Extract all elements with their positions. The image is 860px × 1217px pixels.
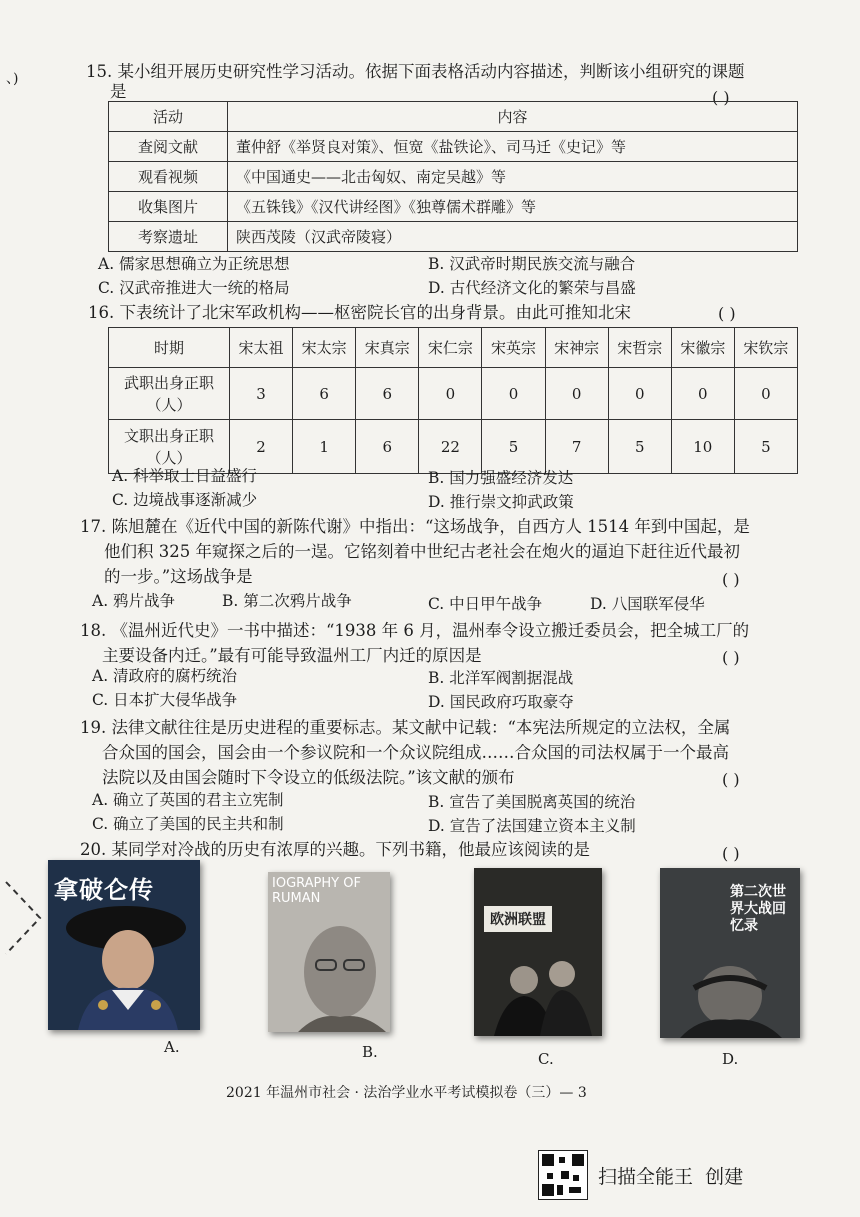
- table-cell: 《中国通史——北击匈奴、南定吴越》等: [228, 162, 798, 192]
- truman-portrait-icon: [268, 872, 390, 1032]
- table-header-row: [109, 102, 798, 132]
- table-cell: 查阅文献: [109, 132, 228, 162]
- table-header-cell: 活动: [109, 102, 228, 132]
- table-header-cell: 内容: [228, 102, 798, 132]
- q19-option-c[interactable]: C. 确立了美国的民主共和制: [92, 815, 284, 833]
- table-cell: 0: [419, 368, 482, 420]
- q15-option-c[interactable]: C. 汉武帝推进大一统的格局: [98, 279, 290, 297]
- table-cell: 6: [293, 368, 356, 420]
- q15-stem-line2: 是: [110, 82, 127, 101]
- q18-line1: 18. 《温州近代史》一书中描述：“1938 年 6 月，温州奉令设立搬迁委员会，把全城工厂的: [80, 621, 750, 640]
- q18-line2: 主要设备内迁。”最有可能导致温州工厂内迁的原因是: [102, 646, 482, 665]
- book-a-cover[interactable]: [48, 860, 200, 1030]
- q19-answer-paren[interactable]: ( ): [722, 770, 740, 789]
- q20-answer-paren[interactable]: ( ): [722, 844, 740, 863]
- q16-answer-paren[interactable]: ( ): [718, 304, 736, 323]
- table-cell: 0: [671, 368, 734, 420]
- book-d-cover[interactable]: [660, 868, 800, 1038]
- table-cell: 5: [482, 420, 545, 474]
- q19-line1: 19. 法律文献往往是历史进程的重要标志。某文献中记载：“本宪法所规定的立法权，全属: [80, 718, 731, 737]
- book-b-label: B.: [362, 1043, 378, 1061]
- table-header-cell: 宋哲宗: [608, 328, 671, 368]
- row-label-text: 武职出身正职: [123, 373, 214, 392]
- q16-option-c[interactable]: C. 边境战事逐渐减少: [112, 491, 258, 509]
- q17-option-c[interactable]: C. 中日甲午战争: [428, 595, 543, 613]
- table-header-cell: 宋太祖: [230, 328, 293, 368]
- table-row: [109, 162, 798, 192]
- q16-option-b[interactable]: B. 国力强盛经济发达: [428, 469, 574, 487]
- dashed-arrow: [4, 878, 44, 958]
- q15-option-b[interactable]: B. 汉武帝时期民族交流与融合: [428, 255, 636, 273]
- q19-option-a[interactable]: A. 确立了英国的君主立宪制: [92, 791, 284, 809]
- table-row: [109, 222, 798, 252]
- book-d-label: D.: [722, 1050, 739, 1068]
- q15-table: [108, 101, 798, 252]
- book-a-title: 拿破仑传: [54, 876, 154, 904]
- table-cell: 3: [230, 368, 293, 420]
- table-cell: 5: [734, 420, 797, 474]
- table-cell: 0: [482, 368, 545, 420]
- table-cell: 0: [608, 368, 671, 420]
- q18-option-b[interactable]: B. 北洋军阀割据混战: [428, 669, 574, 687]
- churchill-portrait-icon: [660, 868, 800, 1038]
- q15-option-a[interactable]: A. 儒家思想确立为正统思想: [98, 255, 290, 273]
- book-b-cover[interactable]: [268, 872, 390, 1032]
- q19-line2: 合众国的国会，国会由一个参议院和一个众议院组成……合众国的司法权属于一个最高: [102, 743, 729, 762]
- q16-option-a[interactable]: A. 科举取士日益盛行: [112, 467, 258, 485]
- table-row: [109, 192, 798, 222]
- napoleon-portrait-icon: [48, 860, 200, 1030]
- book-d-title: 第二次世界大战回忆录: [730, 884, 786, 934]
- table-header-cell: 宋徽宗: [671, 328, 734, 368]
- table-cell: 0: [545, 368, 608, 420]
- q19-option-b[interactable]: B. 宣告了美国脱离英国的统治: [428, 793, 636, 811]
- table-cell: 6: [356, 420, 419, 474]
- margin-marks: 、): [6, 71, 19, 87]
- q15-answer-paren[interactable]: ( ): [712, 88, 730, 107]
- table-cell: 7: [545, 420, 608, 474]
- table-cell: 1: [293, 420, 356, 474]
- table-row: [109, 368, 798, 420]
- table-cell: 22: [419, 420, 482, 474]
- q17-line3: 的一步。”这场战争是: [104, 567, 253, 586]
- table-header-cell: 宋仁宗: [419, 328, 482, 368]
- table-row-label: [109, 368, 230, 420]
- table-row: [109, 132, 798, 162]
- table-header-cell: 宋太宗: [293, 328, 356, 368]
- table-header-cell: 宋真宗: [356, 328, 419, 368]
- table-cell: 6: [356, 368, 419, 420]
- table-cell: 10: [671, 420, 734, 474]
- q17-option-a[interactable]: A. 鸦片战争: [92, 592, 176, 610]
- q19-line3: 法院以及由国会随时下令设立的低级法院。”该文献的颁布: [102, 768, 515, 787]
- book-c-label: C.: [538, 1050, 554, 1068]
- q18-option-d[interactable]: D. 国民政府巧取豪夺: [428, 693, 574, 711]
- table-cell: 收集图片: [109, 192, 228, 222]
- q17-line2: 他们积 325 年窥探之后的一逞。它铭刻着中世纪古老社会在炮火的逼迫下赶往近代最初: [104, 542, 740, 561]
- table-header-cell: 宋神宗: [545, 328, 608, 368]
- table-header-cell: 宋钦宗: [734, 328, 797, 368]
- q18-option-c[interactable]: C. 日本扩大侵华战争: [92, 691, 238, 709]
- row-label-text: 文职出身正职: [123, 426, 214, 445]
- table-header-cell: 宋英宗: [482, 328, 545, 368]
- scanner-watermark: 扫描全能王 创建: [598, 1166, 744, 1188]
- q16-table: [108, 327, 798, 474]
- q17-answer-paren[interactable]: ( ): [722, 570, 740, 589]
- q17-option-d[interactable]: D. 八国联军侵华: [590, 595, 705, 613]
- q15-option-d[interactable]: D. 古代经济文化的繁荣与昌盛: [428, 279, 636, 297]
- q16-option-d[interactable]: D. 推行崇文抑武政策: [428, 493, 574, 511]
- table-header-cell: 时期: [109, 328, 230, 368]
- q18-option-a[interactable]: A. 清政府的腐朽统治: [92, 667, 238, 685]
- q19-option-d[interactable]: D. 宣告了法国建立资本主义制: [428, 817, 636, 835]
- table-cell: 董仲舒《举贤良对策》、恒宽《盐铁论》、司马迁《史记》等: [228, 132, 798, 162]
- q15-stem-line1: 15. 某小组开展历史研究性学习活动。依据下面表格活动内容描述，判断该小组研究的课题: [86, 62, 745, 81]
- q18-answer-paren[interactable]: ( ): [722, 648, 740, 667]
- table-cell: 陕西茂陵（汉武帝陵寝）: [228, 222, 798, 252]
- q17-line1: 17. 陈旭麓在《近代中国的新陈代谢》中指出：“这场战争，自西方人 1514 年到中国起，是: [80, 517, 750, 536]
- book-c-title: 欧洲联盟: [484, 906, 552, 932]
- table-cell: 《五铢钱》《汉代讲经图》《独尊儒术群雕》等: [228, 192, 798, 222]
- table-cell: 2: [230, 420, 293, 474]
- q16-stem: 16. 下表统计了北宋军政机构——枢密院长官的出身背景。由此可推知北宋: [88, 303, 631, 322]
- leaders-photo-icon: [474, 868, 602, 1036]
- qr-code-icon: [538, 1150, 588, 1200]
- table-header-row: [109, 328, 798, 368]
- table-cell: 观看视频: [109, 162, 228, 192]
- q17-option-b[interactable]: B. 第二次鸦片战争: [222, 592, 352, 610]
- page-footer: 2021 年温州市社会 · 法治学业水平考试模拟卷（三）— 3: [226, 1085, 587, 1101]
- q20-stem: 20. 某同学对冷战的历史有浓厚的兴趣。下列书籍，他最应该阅读的是: [80, 840, 590, 859]
- book-c-cover[interactable]: [474, 868, 602, 1036]
- table-cell: 5: [608, 420, 671, 474]
- table-cell: 考察遗址: [109, 222, 228, 252]
- row-label-unit: （人）: [146, 448, 192, 467]
- row-label-unit: （人）: [146, 395, 192, 414]
- book-b-title: IOGRAPHY OF RUMAN: [272, 876, 361, 906]
- book-a-label: A.: [164, 1038, 180, 1056]
- table-cell: 0: [734, 368, 797, 420]
